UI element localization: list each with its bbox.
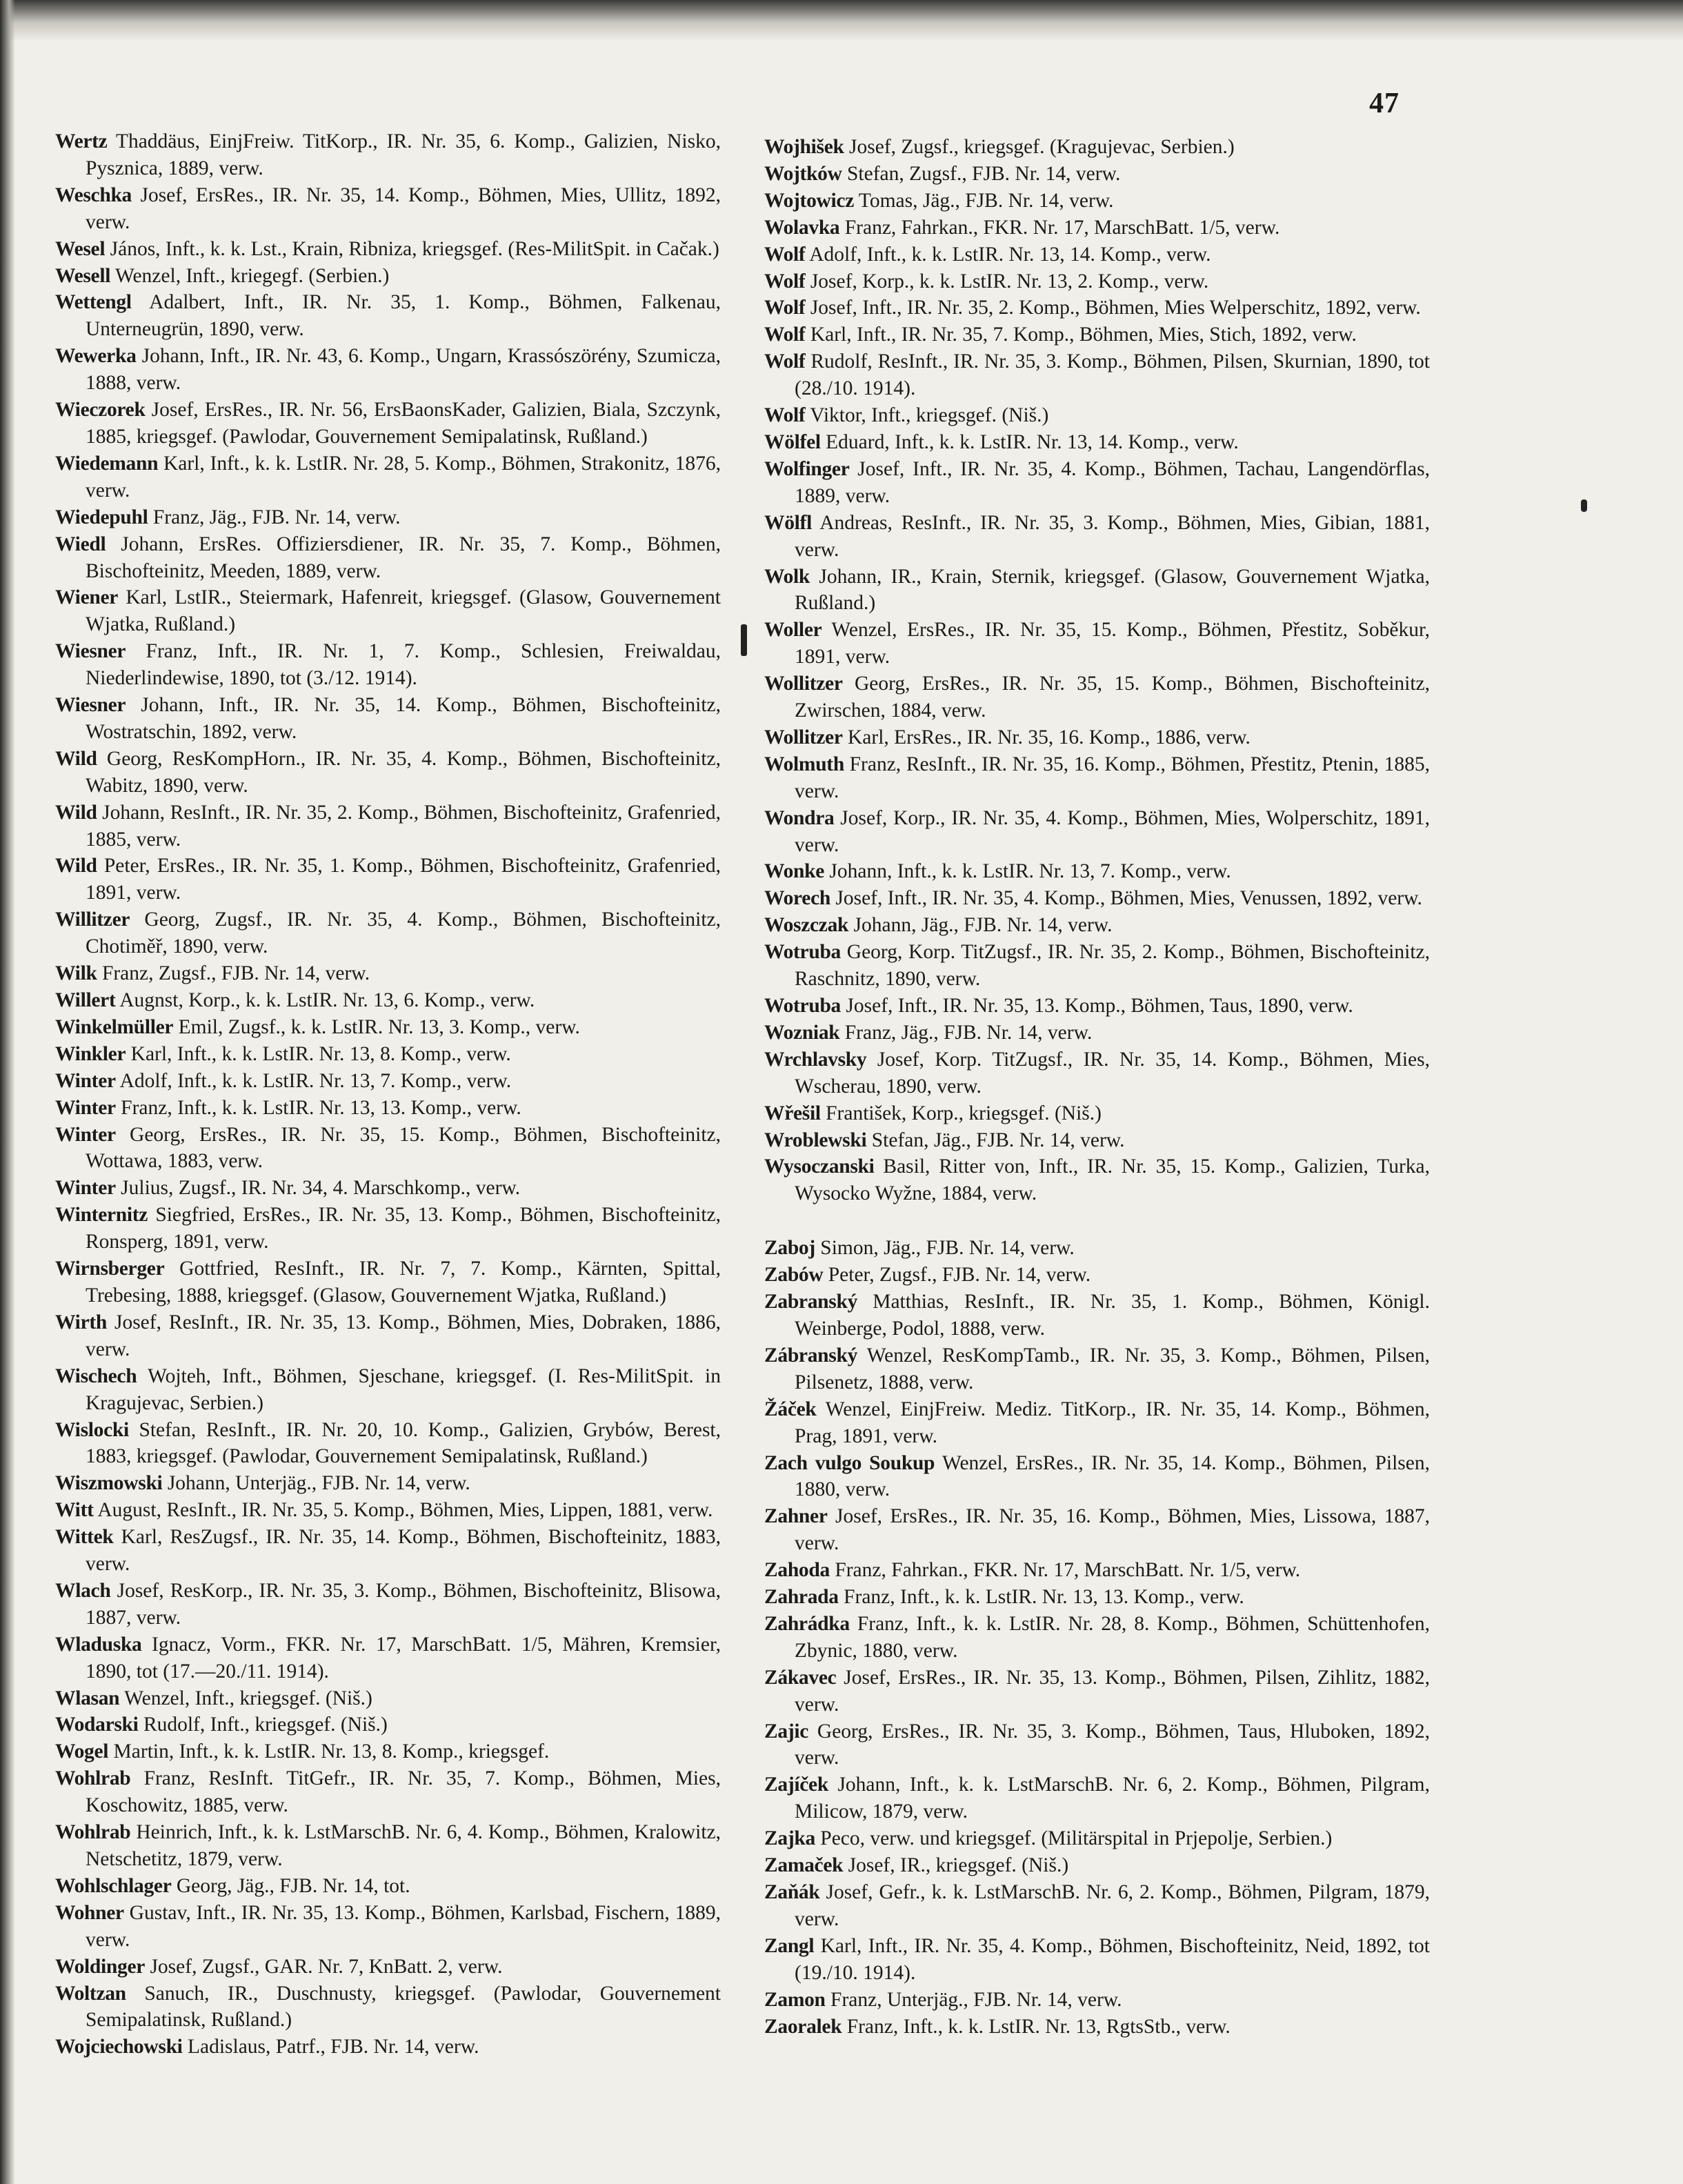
entry-surname: Woller	[764, 619, 822, 642]
entry-surname: Witt	[55, 1499, 94, 1522]
list-item	[764, 885, 1430, 912]
list-item	[55, 1524, 721, 1578]
entry-surname: Winkler	[55, 1042, 126, 1065]
list-item	[55, 289, 721, 343]
list-item	[764, 1879, 1430, 1933]
entry-details: Franz, Inft., k. k. LstIR. Nr. 13, RgtsStb., verw.	[842, 2015, 1231, 2038]
entry-details: Karl, ResZugsf., IR. Nr. 35, 14. Komp., Böhmen, Bischofteinitz, 1883, verw.	[86, 1526, 721, 1576]
entry-details: Adalbert, Inft., IR. Nr. 35, 1. Komp., Böhmen, Falkenau, Unterneugrün, 1890, verw.	[86, 291, 721, 341]
entry-details: Wenzel, EinjFreiw. Mediz. TitKorp., IR. Nr. 35, 14. Komp., Böhmen, Prag, 1891, verw.	[795, 1398, 1430, 1447]
entry-details: Franz, Jäg., FJB. Nr. 14, verw.	[839, 1021, 1093, 1044]
list-item	[55, 1068, 721, 1095]
entry-surname: Wollitzer	[764, 673, 843, 695]
entry-details: Georg, ResKompHorn., IR. Nr. 35, 4. Komp., Böhmen, Bischofteinitz, Wabitz, 1890, verw.	[86, 747, 721, 797]
entry-details: Georg, ErsRes., IR. Nr. 35, 15. Komp., Böhmen, Bischofteinitz, Wottawa, 1883, verw.	[86, 1123, 721, 1173]
entry-details: Johann, Inft., k. k. LstIR. Nr. 13, 7. Komp., verw.	[824, 860, 1231, 883]
entry-surname: Wladuska	[55, 1633, 142, 1656]
list-item	[55, 1685, 721, 1712]
list-item	[55, 1202, 721, 1255]
list-item	[55, 128, 721, 182]
list-item	[55, 182, 721, 236]
entry-details: Peter, Zugsf., FJB. Nr. 14, verw.	[823, 1264, 1091, 1287]
entry-details: Basil, Ritter von, Inft., IR. Nr. 35, 15. Komp., Galizien, Turka, Wysocko Wyžne, 1884, verw.	[795, 1155, 1430, 1205]
entry-details: Stefan, ResInft., IR. Nr. 20, 10. Komp., Galizien, Grybów, Berest, 1883, kriegsgef. (Pawlodar, Gouvernement Semipalatinsk, Rußland.)	[86, 1418, 721, 1468]
entry-surname: Wojhišek	[764, 136, 844, 158]
list-item	[55, 1041, 721, 1068]
entry-details: Thaddäus, EinjFreiw. TitKorp., IR. Nr. 35, 6. Komp., Galizien, Nisko, Pysznica, 1889, verw.	[86, 130, 721, 179]
entry-details: Johann, IR., Krain, Sternik, kriegsgef. (Glasow, Gouvernement Wjatka, Rußland.)	[795, 565, 1430, 615]
entry-details: Josef, ResInft., IR. Nr. 35, 13. Komp., Böhmen, Mies, Dobraken, 1886, verw.	[86, 1311, 721, 1360]
entry-surname: Wroblewski	[764, 1129, 867, 1151]
entry-details: Franz, ResInft., IR. Nr. 35, 16. Komp., Böhmen, Přestitz, Ptenin, 1885, verw.	[795, 753, 1430, 802]
entry-details: František, Korp., kriegsgef. (Niš.)	[820, 1102, 1102, 1124]
list-item	[55, 1095, 721, 1122]
entry-surname: Zajic	[764, 1720, 809, 1743]
list-item	[764, 1235, 1430, 1262]
list-item	[764, 751, 1430, 805]
list-item	[55, 1417, 721, 1471]
entry-surname: Wohner	[55, 1901, 124, 1924]
list-item	[55, 960, 721, 987]
entry-surname: Winkelmüller	[55, 1015, 174, 1038]
entry-surname: Wojciechowski	[55, 2036, 183, 2058]
entry-details: Tomas, Jäg., FJB. Nr. 14, verw.	[854, 189, 1114, 212]
entry-surname: Wlach	[55, 1579, 111, 1602]
entry-surname: Wodarski	[55, 1714, 139, 1736]
entry-details: Peter, ErsRes., IR. Nr. 35, 1. Komp., Böhmen, Bischofteinitz, Grafenried, 1891, verw.	[86, 855, 721, 904]
list-item	[764, 1020, 1430, 1046]
list-item	[55, 692, 721, 746]
entry-surname: Wirth	[55, 1311, 107, 1333]
list-item	[764, 1100, 1430, 1127]
left-column	[55, 128, 721, 2061]
entry-surname: Wertz	[55, 130, 108, 152]
list-item	[764, 1450, 1430, 1504]
list-item	[55, 1900, 721, 1954]
entry-details: Josef, Zugsf., GAR. Nr. 7, KnBatt. 2, verw.	[145, 1955, 503, 1978]
entry-details: Josef, Inft., IR. Nr. 35, 2. Komp., Böhmen, Mies Welperschitz, 1892, verw.	[805, 297, 1421, 319]
list-item	[764, 1852, 1430, 1879]
entry-surname: Wolf	[764, 324, 806, 346]
entry-details: Josef, ErsRes., IR. Nr. 56, ErsBaonsKader, Galizien, Biala, Szczynk, 1885, kriegsgef. (Pawlodar, Gouvernement Semipalatinsk, Rußland.)	[86, 399, 721, 448]
list-item	[764, 295, 1430, 321]
list-item	[55, 1738, 721, 1765]
entry-details: Franz, Zugsf., FJB. Nr. 14, verw.	[97, 962, 370, 985]
entry-details: Josef, ResKorp., IR. Nr. 35, 3. Komp., Böhmen, Bischofteinitz, Blisowa, 1887, verw.	[86, 1579, 721, 1629]
entry-surname: Zabranský	[764, 1291, 858, 1313]
list-item	[764, 134, 1430, 161]
list-item	[764, 402, 1430, 429]
entry-details: Josef, Inft., IR. Nr. 35, 4. Komp., Böhmen, Tachau, Langendörflas, 1889, verw.	[795, 457, 1430, 507]
list-item	[764, 1153, 1430, 1207]
entry-details: Sanuch, IR., Duschnusty, kriegsgef. (Pawlodar, Gouvernement Semipalatinsk, Rußland.)	[86, 1982, 721, 2032]
entry-details: Stefan, Zugsf., FJB. Nr. 14, verw.	[842, 162, 1121, 185]
page-left-shadow	[0, 0, 15, 2184]
entry-surname: Wislocki	[55, 1418, 129, 1441]
entry-details: Johann, Inft., IR. Nr. 43, 6. Komp., Ungarn, Krassószörény, Szumicza, 1888, verw.	[86, 345, 721, 395]
entry-surname: Wolf	[764, 350, 806, 373]
entry-surname: Wolf	[764, 243, 806, 266]
entry-surname: Woldinger	[55, 1955, 146, 1978]
list-item	[764, 1987, 1430, 2014]
entry-surname: Willitzer	[55, 909, 130, 931]
entry-surname: Zábranský	[764, 1344, 858, 1367]
right-column	[764, 134, 1430, 2040]
entry-details: Josef, IR., kriegsgef. (Niš.)	[843, 1854, 1069, 1877]
entry-details: Josef, Inft., IR. Nr. 35, 4. Komp., Böhmen, Mies, Venussen, 1892, verw.	[830, 887, 1422, 910]
entry-surname: Wollitzer	[764, 726, 843, 748]
list-item	[764, 1503, 1430, 1557]
entry-surname: Willert	[55, 989, 116, 1011]
entry-surname: Wolf	[764, 404, 806, 427]
entry-surname: Wölfl	[764, 511, 812, 534]
entry-details: Josef, Gefr., k. k. LstMarschB. Nr. 6, 2. Komp., Böhmen, Pilgram, 1879, verw.	[795, 1881, 1430, 1930]
entry-details: Karl, LstIR., Steiermark, Hafenreit, kriegsgef. (Glasow, Gouvernement Wjatka, Rußland.)	[86, 586, 721, 636]
list-item	[764, 268, 1430, 295]
entry-surname: Wild	[55, 855, 97, 877]
entry-surname: Zaboj	[764, 1237, 815, 1260]
entry-surname: Wysoczanski	[764, 1155, 875, 1178]
entry-details: Josef, ErsRes., IR. Nr. 35, 13. Komp., Böhmen, Pilsen, Zihlitz, 1882, verw.	[795, 1666, 1430, 1716]
list-item	[764, 617, 1430, 671]
entry-details: Rudolf, ResInft., IR. Nr. 35, 3. Komp., Böhmen, Pilsen, Skurnian, 1890, tot (28./10. 1914).	[795, 350, 1430, 400]
list-item	[764, 1611, 1430, 1665]
entry-surname: Wřešil	[764, 1102, 821, 1124]
list-item	[55, 2034, 721, 2061]
list-item	[55, 397, 721, 450]
entry-surname: Zákavec	[764, 1666, 837, 1689]
list-item	[55, 1255, 721, 1309]
list-item	[55, 800, 721, 853]
entry-surname: Wotruba	[764, 995, 842, 1017]
list-item	[764, 1342, 1430, 1396]
list-item	[55, 504, 721, 531]
list-item	[55, 906, 721, 960]
entry-details: Gottfried, ResInft., IR. Nr. 7, 7. Komp., Kärnten, Spittal, Trebesing, 1888, kriegsgef. (Glasow, Gouvernement Wjatka, Rußland.)	[86, 1258, 721, 1307]
list-item	[764, 321, 1430, 348]
entry-surname: Wotruba	[764, 941, 842, 964]
entry-details: August, ResInft., IR. Nr. 35, 5. Komp., Böhmen, Mies, Lippen, 1881, verw.	[93, 1499, 713, 1522]
list-item	[55, 1631, 721, 1685]
entry-surname: Zamon	[764, 1988, 826, 2011]
list-item	[764, 1396, 1430, 1450]
column-divider-mark	[741, 624, 747, 656]
entry-details: Karl, Inft., k. k. LstIR. Nr. 28, 5. Komp., Böhmen, Strakonitz, 1876, verw.	[86, 452, 721, 502]
entry-surname: Winternitz	[55, 1204, 148, 1227]
entry-surname: Winter	[55, 1177, 116, 1200]
entry-details: Eduard, Inft., k. k. LstIR. Nr. 13, 14. Komp., verw.	[820, 430, 1239, 453]
entry-surname: Wolf	[764, 297, 806, 319]
list-item	[55, 1819, 721, 1873]
list-item	[55, 1014, 721, 1041]
entry-surname: Wrchlavsky	[764, 1048, 867, 1071]
entry-details: Stefan, Jäg., FJB. Nr. 14, verw.	[866, 1129, 1125, 1151]
list-item	[764, 1771, 1430, 1825]
entry-surname: Wieczorek	[55, 399, 146, 421]
entry-details: Andreas, ResInft., IR. Nr. 35, 3. Komp., Böhmen, Mies, Gibian, 1881, verw.	[795, 511, 1430, 561]
list-item	[764, 671, 1430, 724]
entry-details: Franz, Inft., IR. Nr. 1, 7. Komp., Schlesien, Freiwaldau, Niederlindewise, 1890, tot (3./12. 1914).	[86, 640, 721, 690]
entry-details: Wenzel, ErsRes., IR. Nr. 35, 14. Komp., Böhmen, Pilsen, 1880, verw.	[795, 1451, 1430, 1501]
entry-surname: Zangl	[764, 1934, 815, 1957]
list-item	[55, 1175, 721, 1202]
entry-details: Gustav, Inft., IR. Nr. 35, 13. Komp., Böhmen, Karlsbad, Fischern, 1889, verw.	[86, 1901, 721, 1951]
entry-details: János, Inft., k. k. Lst., Krain, Ribniza, kriegsgef. (Res-MilitSpit. in Cačak.)	[105, 237, 719, 260]
list-item	[55, 1363, 721, 1417]
entry-details: Josef, Korp., IR. Nr. 35, 4. Komp., Böhmen, Mies, Wolperschitz, 1891, verw.	[795, 806, 1430, 856]
entry-details: Georg, Zugsf., IR. Nr. 35, 4. Komp., Böhmen, Bischofteinitz, Chotiměř, 1890, verw.	[86, 909, 721, 958]
entry-details: Franz, Fahrkan., FKR. Nr. 17, MarschBatt. 1/5, verw.	[839, 216, 1280, 239]
entry-details: Josef, Zugsf., kriegsgef. (Kragujevac, Serbien.)	[844, 136, 1235, 158]
entry-details: Josef, Korp., k. k. LstIR. Nr. 13, 2. Komp., verw.	[805, 270, 1209, 292]
list-item	[55, 1765, 721, 1819]
list-item	[55, 584, 721, 638]
list-item	[55, 450, 721, 504]
entry-surname: Wiszmowski	[55, 1472, 163, 1495]
entry-surname: Wittek	[55, 1526, 114, 1549]
list-item	[764, 348, 1430, 402]
list-item	[55, 1981, 721, 2034]
entry-details: Johann, Unterjäg., FJB. Nr. 14, verw.	[162, 1472, 470, 1495]
entry-surname: Wolfinger	[764, 457, 850, 480]
entry-surname: Wiesner	[55, 694, 126, 717]
entry-surname: Zajíček	[764, 1774, 828, 1796]
list-item	[55, 853, 721, 906]
entry-details: Franz, Inft., k. k. LstIR. Nr. 28, 8. Komp., Böhmen, Schüttenhofen, Zbynic, 1880, verw.	[795, 1612, 1430, 1662]
entry-surname: Wiedepuhl	[55, 506, 148, 528]
entry-surname: Wolavka	[764, 216, 840, 239]
entry-details: Karl, ErsRes., IR. Nr. 35, 16. Komp., 1886, verw.	[842, 726, 1251, 748]
entry-details: Johann, Inft., IR. Nr. 35, 14. Komp., Böhmen, Bischofteinitz, Wostratschin, 1892, verw.	[86, 694, 721, 743]
entry-surname: Zach vulgo Soukup	[764, 1451, 935, 1474]
list-item	[764, 724, 1430, 751]
entry-surname: Wild	[55, 747, 97, 770]
entry-surname: Wiener	[55, 586, 119, 609]
list-item	[55, 1873, 721, 1900]
entry-surname: Wiesner	[55, 640, 126, 663]
entry-surname: Wlasan	[55, 1687, 120, 1709]
section-gap	[764, 1207, 1430, 1235]
entry-details: Viktor, Inft., kriegsgef. (Niš.)	[805, 404, 1049, 427]
entry-surname: Wohlschlager	[55, 1874, 172, 1897]
entry-details: Emil, Zugsf., k. k. LstIR. Nr. 13, 3. Komp., verw.	[173, 1015, 580, 1038]
entry-details: Heinrich, Inft., k. k. LstMarschB. Nr. 6, 4. Komp., Böhmen, Kralowitz, Netschetitz, 1879, verw.	[86, 1821, 721, 1870]
entry-details: Johann, ErsRes. Offiziersdiener, IR. Nr. 35, 7. Komp., Böhmen, Bischofteinitz, Meeden, 1889, verw.	[86, 533, 721, 582]
entry-details: Georg, Jäg., FJB. Nr. 14, tot.	[171, 1874, 410, 1897]
entry-details: Georg, ErsRes., IR. Nr. 35, 15. Komp., Böhmen, Bischofteinitz, Zwirschen, 1884, verw.	[795, 673, 1430, 722]
entry-surname: Wogel	[55, 1740, 109, 1763]
entry-surname: Wohlrab	[55, 1767, 131, 1790]
entry-details: Georg, ErsRes., IR. Nr. 35, 3. Komp., Böhmen, Taus, Hluboken, 1892, verw.	[795, 1720, 1430, 1769]
entry-surname: Wewerka	[55, 345, 137, 368]
entry-surname: Woltzan	[55, 1982, 126, 2005]
entry-surname: Winter	[55, 1123, 116, 1146]
list-item	[764, 858, 1430, 885]
entry-surname: Wölfel	[764, 430, 821, 453]
list-item	[764, 912, 1430, 939]
entry-details: Franz, ResInft. TitGefr., IR. Nr. 35, 7. Komp., Böhmen, Mies, Koschowitz, 1885, verw.	[86, 1767, 721, 1817]
list-item	[764, 1127, 1430, 1154]
entry-details: Karl, Inft., IR. Nr. 35, 4. Komp., Böhmen, Bischofteinitz, Neid, 1892, tot (19./10. 1914).	[795, 1934, 1430, 1984]
entry-surname: Wonke	[764, 860, 825, 883]
list-item	[764, 1262, 1430, 1289]
entry-surname: Wesel	[55, 237, 106, 260]
entry-surname: Wolmuth	[764, 753, 844, 775]
list-item	[55, 1954, 721, 1981]
list-item	[55, 987, 721, 1014]
entry-surname: Zamaček	[764, 1854, 844, 1877]
entry-details: Karl, Inft., IR. Nr. 35, 7. Komp., Böhmen, Mies, Stich, 1892, verw.	[805, 324, 1357, 346]
list-item	[55, 746, 721, 800]
entry-details: Augnst, Korp., k. k. LstIR. Nr. 13, 6. Komp., verw.	[115, 989, 535, 1011]
list-item	[55, 263, 721, 290]
entry-surname: Wettengl	[55, 291, 132, 314]
entry-surname: Woszczak	[764, 914, 849, 937]
entry-details: Rudolf, Inft., kriegsgef. (Niš.)	[138, 1714, 388, 1736]
entry-surname: Zaoralek	[764, 2015, 842, 2038]
entry-details: Josef, Korp. TitZugsf., IR. Nr. 35, 14. Komp., Böhmen, Mies, Wscherau, 1890, verw.	[795, 1048, 1430, 1098]
entry-details: Franz, Inft., k. k. LstIR. Nr. 13, 13. Komp., verw.	[838, 1586, 1244, 1609]
entry-details: Josef, Inft., IR. Nr. 35, 13. Komp., Böhmen, Taus, 1890, verw.	[841, 995, 1353, 1017]
list-item	[55, 638, 721, 692]
entry-surname: Winter	[55, 1069, 116, 1092]
entry-details: Franz, Unterjäg., FJB. Nr. 14, verw.	[825, 1988, 1122, 2011]
entry-surname: Wild	[55, 801, 97, 824]
list-item	[55, 343, 721, 397]
list-item	[55, 1497, 721, 1524]
entry-details: Matthias, ResInft., IR. Nr. 35, 1. Komp., Böhmen, Königl. Weinberge, Podol, 1888, verw.	[795, 1291, 1430, 1340]
entry-details: Franz, Fahrkan., FKR. Nr. 17, MarschBatt. Nr. 1/5, verw.	[829, 1559, 1301, 1582]
entry-details: Wojteh, Inft., Böhmen, Sjeschane, kriegsgef. (I. Res-MilitSpit. in Kragujevac, Serbien.)	[86, 1364, 721, 1414]
list-item	[764, 510, 1430, 564]
entry-surname: Zaňák	[764, 1881, 820, 1903]
list-item	[764, 1665, 1430, 1718]
entry-surname: Winter	[55, 1096, 116, 1119]
list-item	[764, 429, 1430, 456]
list-item	[764, 456, 1430, 510]
entry-details: Georg, Korp. TitZugsf., IR. Nr. 35, 2. Komp., Böhmen, Bischofteinitz, Raschnitz, 1890, verw.	[795, 941, 1430, 991]
entry-surname: Wesell	[55, 264, 111, 287]
entry-details: Simon, Jäg., FJB. Nr. 14, verw.	[815, 1237, 1075, 1260]
entry-surname: Wohlrab	[55, 1821, 131, 1844]
entry-surname: Zahner	[764, 1505, 828, 1528]
list-item	[764, 1825, 1430, 1852]
entry-details: Wenzel, Inft., kriegegf. (Serbien.)	[110, 264, 390, 287]
entry-surname: Zajka	[764, 1827, 815, 1850]
entry-details: Adolf, Inft., k. k. LstIR. Nr. 13, 7. Komp., verw.	[115, 1069, 512, 1092]
list-item	[764, 1933, 1430, 1987]
entry-surname: Wolf	[764, 270, 806, 292]
entry-surname: Wilk	[55, 962, 97, 985]
list-item	[764, 1289, 1430, 1342]
entry-details: Ignacz, Vorm., FKR. Nr. 17, MarschBatt. 1/5, Mähren, Kremsier, 1890, tot (17.—20./11. 1914).	[86, 1633, 721, 1682]
entry-surname: Wiedemann	[55, 452, 159, 475]
list-item	[55, 1122, 721, 1175]
entry-details: Wenzel, ErsRes., IR. Nr. 35, 15. Komp., Böhmen, Přestitz, Soběkur, 1891, verw.	[795, 619, 1430, 668]
list-item	[55, 1711, 721, 1738]
entry-details: Wenzel, Inft., kriegsgef. (Niš.)	[119, 1687, 372, 1709]
list-item	[764, 241, 1430, 268]
entry-details: Ladislaus, Patrf., FJB. Nr. 14, verw.	[182, 2036, 479, 2058]
entry-surname: Wolk	[764, 565, 810, 588]
list-item	[764, 215, 1430, 241]
entry-surname: Wiedl	[55, 533, 106, 555]
entry-surname: Zahrádka	[764, 1612, 850, 1635]
entry-surname: Zahrada	[764, 1586, 839, 1609]
page-top-shadow	[0, 0, 1683, 41]
margin-ink-mark	[1581, 499, 1587, 512]
entry-details: Peco, verw. und kriegsgef. (Militärspital in Prjepolje, Serbien.)	[815, 1827, 1333, 1850]
list-item	[764, 805, 1430, 859]
list-item	[55, 1578, 721, 1631]
entry-details: Josef, ErsRes., IR. Nr. 35, 16. Komp., Böhmen, Mies, Lissowa, 1887, verw.	[795, 1505, 1430, 1555]
list-item	[55, 236, 721, 263]
list-item	[55, 531, 721, 585]
list-item	[764, 1046, 1430, 1100]
entry-details: Siegfried, ErsRes., IR. Nr. 35, 13. Komp., Böhmen, Bischofteinitz, Ronsperg, 1891, verw.	[86, 1204, 721, 1253]
entry-details: Johann, Jäg., FJB. Nr. 14, verw.	[848, 914, 1113, 937]
entry-surname: Zahoda	[764, 1559, 830, 1582]
entry-details: Franz, Jäg., FJB. Nr. 14, verw.	[148, 506, 401, 528]
entry-surname: Wojtków	[764, 162, 842, 185]
entry-surname: Wozniak	[764, 1021, 840, 1044]
list-item	[764, 161, 1430, 188]
entry-details: Adolf, Inft., k. k. LstIR. Nr. 13, 14. Komp., verw.	[805, 243, 1211, 266]
list-item	[764, 1557, 1430, 1584]
entry-surname: Wischech	[55, 1364, 137, 1387]
entry-surname: Worech	[764, 887, 830, 910]
entry-surname: Zabów	[764, 1264, 824, 1287]
entry-details: Wenzel, ResKompTamb., IR. Nr. 35, 3. Komp., Böhmen, Pilsen, Pilsenetz, 1888, verw.	[795, 1344, 1430, 1393]
entry-details: Franz, Inft., k. k. LstIR. Nr. 13, 13. Komp., verw.	[115, 1096, 521, 1119]
entry-surname: Žáček	[764, 1398, 817, 1420]
entry-details: Johann, Inft., k. k. LstMarschB. Nr. 6, 2. Komp., Böhmen, Pilgram, Milicow, 1879, verw.	[795, 1774, 1430, 1823]
entry-details: Josef, ErsRes., IR. Nr. 35, 14. Komp., Böhmen, Mies, Ullitz, 1892, verw.	[86, 183, 721, 233]
entry-surname: Wirnsberger	[55, 1258, 165, 1280]
entry-surname: Wojtowicz	[764, 189, 855, 212]
entry-details: Johann, ResInft., IR. Nr. 35, 2. Komp., Böhmen, Bischofteinitz, Grafenried, 1885, verw.	[86, 801, 721, 851]
list-item	[55, 1470, 721, 1497]
list-item	[55, 1309, 721, 1363]
list-item	[764, 939, 1430, 993]
list-item	[764, 1718, 1430, 1772]
list-item	[764, 188, 1430, 215]
page-number: 47	[1369, 88, 1400, 119]
entry-details: Martin, Inft., k. k. LstIR. Nr. 13, 8. Komp., kriegsgef.	[108, 1740, 550, 1763]
list-item	[764, 564, 1430, 617]
list-item	[764, 1584, 1430, 1611]
list-item	[764, 993, 1430, 1020]
entry-surname: Wondra	[764, 806, 835, 829]
entry-details: Karl, Inft., k. k. LstIR. Nr. 13, 8. Komp., verw.	[126, 1042, 511, 1065]
entry-surname: Weschka	[55, 183, 132, 206]
list-item	[764, 2014, 1430, 2041]
entry-details: Julius, Zugsf., IR. Nr. 34, 4. Marschkomp., verw.	[115, 1177, 521, 1200]
